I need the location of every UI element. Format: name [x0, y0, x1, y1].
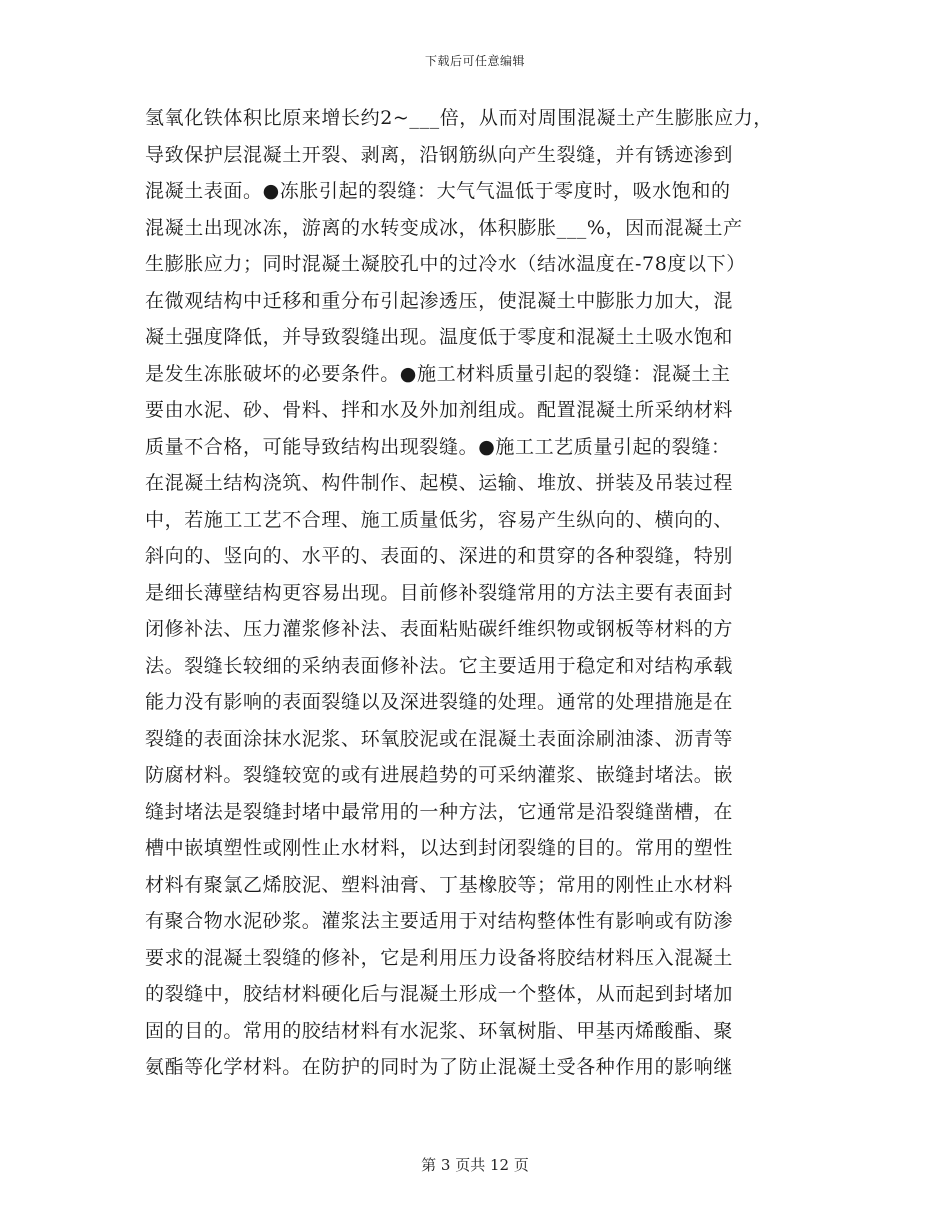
- text-line: 导致保护层混凝土开裂、剥离，沿钢筋纵向产生裂缝，并有锈迹渗到: [145, 143, 734, 166]
- text-line: 要求的混凝土裂缝的修补，它是利用压力设备将胶结材料压入混凝土: [145, 946, 734, 969]
- text-line: 固的目的。常用的胶结材料有水泥浆、环氧树脂、甲基丙烯酸酯、聚: [145, 1019, 734, 1042]
- text-line: 要由水泥、砂、骨料、拌和水及外加剂组成。配置混凝土所采纳材料: [145, 399, 734, 421]
- text-line: 槽中嵌填塑性或刚性止水材料，以达到封闭裂缝的目的。常用的塑性: [145, 837, 734, 859]
- text-line: 是发生冻胀破坏的必要条件。●施工材料质量引起的裂缝：混凝土主: [145, 362, 731, 385]
- text-line: 斜向的、竖向的、水平的、表面的、深进的和贯穿的各种裂缝，特别: [145, 545, 734, 567]
- text-line: 的裂缝中，胶结材料硬化后与混凝土形成一个整体，从而起到封堵加: [145, 983, 734, 1005]
- text-line: 材料有聚氯乙烯胶泥、塑料油膏、丁基橡胶等；常用的刚性止水材料: [145, 873, 734, 896]
- document-body: [145, 100, 805, 1086]
- text-line: 有聚合物水泥砂浆。灌浆法主要适用于对结构整体性有影响或有防渗: [145, 910, 734, 932]
- text-line: 质量不合格，可能导致结构出现裂缝。●施工工艺质量引起的裂缝：: [145, 435, 731, 458]
- text-line: 闭修补法、压力灌浆修补法、表面粘贴碳纤维织物或钢板等材料的方: [145, 618, 734, 640]
- page-header: 下载后可任意编辑: [424, 54, 525, 68]
- text-line: 中，若施工工艺不合理、施工质量低劣，容易产生纵向的、横向的、: [145, 508, 734, 531]
- text-line: 能力没有影响的表面裂缝以及深进裂缝的处理。通常的处理措施是在: [145, 691, 734, 713]
- text-line: 裂缝的表面涂抹水泥浆、环氧胶泥或在混凝土表面涂刷油漆、沥青等: [145, 727, 734, 750]
- text-line: 混凝土出现冰冻，游离的水转变成冰，体积膨胀___%，因而混凝土产: [145, 216, 743, 239]
- text-line: 法。裂缝长较细的采纳表面修补法。它主要适用于稳定和对结构承载: [145, 654, 734, 677]
- text-line: 在混凝土结构浇筑、构件制作、起模、运输、堆放、拼装及吊装过程: [145, 472, 734, 494]
- text-line: 生膨胀应力；同时混凝土凝胶孔中的过冷水（结冰温度在-78度以下）: [145, 253, 746, 275]
- text-line: 混凝土表面。●冻胀引起的裂缝：大气气温低于零度时，吸水饱和的: [145, 180, 731, 202]
- text-line: 防腐材料。裂缝较宽的或有进展趋势的可采纳灌浆、嵌缝封堵法。嵌: [145, 764, 734, 786]
- page-footer: 第 3 页共 12 页: [421, 1156, 529, 1174]
- text-line: 是细长薄壁结构更容易出现。目前修补裂缝常用的方法主要有表面封: [145, 581, 734, 604]
- text-line: 氢氧化铁体积比原来增长约2~___倍，从而对周围混凝土产生膨胀应力，: [145, 107, 773, 129]
- text-line: 氨酯等化学材料。在防护的同时为了防止混凝土受各种作用的影响继: [145, 1056, 734, 1078]
- text-line: 缝封堵法是裂缝封堵中最常用的一种方法，它通常是沿裂缝凿槽，在: [145, 800, 734, 823]
- text-line: 凝土强度降低，并导致裂缝出现。温度低于零度和混凝土土吸水饱和: [145, 326, 734, 348]
- text-line: 在微观结构中迁移和重分布引起渗透压，使混凝土中膨胀力加大，混: [145, 289, 734, 312]
